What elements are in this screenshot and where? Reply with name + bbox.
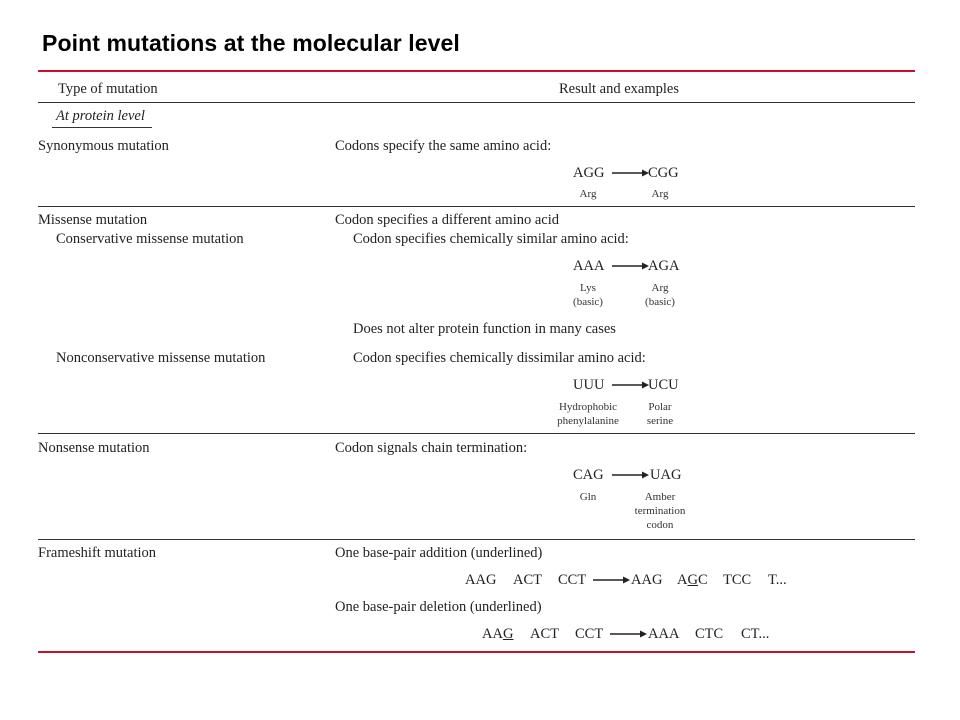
aa-from-nonconservative-line1: Hydrophobic	[558, 401, 618, 413]
row-name-missense: Missense mutation	[38, 212, 148, 228]
codon-from-nonsense: CAG	[573, 467, 604, 483]
row-desc-frameshift-deletion: One base-pair deletion (underlined)	[335, 599, 542, 615]
codon-from-nonconservative: UUU	[573, 377, 605, 393]
codon-from-synonymous: AGG	[573, 165, 605, 181]
arrow-icon	[610, 629, 648, 639]
row-divider	[38, 206, 915, 207]
addition-from-codon-3: CCT	[558, 572, 587, 588]
codon-to-nonconservative: UCU	[648, 377, 679, 393]
deletion-from-codon-3: CCT	[575, 626, 604, 642]
aa-from-nonsense: Gln	[579, 491, 597, 503]
header-divider-left	[38, 102, 335, 103]
row-desc-frameshift-addition: One base-pair addition (underlined)	[335, 545, 543, 561]
aa-to-nonconservative-line1: Polar	[648, 401, 672, 413]
inserted-base: G	[687, 572, 698, 588]
deletion-from-codon-1-bases: AA	[482, 626, 503, 642]
conservative-note: Does not alter protein function in many cases	[353, 321, 616, 337]
deletion-to-codon-2: CTC	[695, 626, 724, 642]
row-desc-missense: Codon specifies a different amino acid	[335, 212, 560, 228]
aa-from-conservative-line2: (basic)	[573, 296, 603, 308]
aa-from-conservative-line1: Lys	[580, 282, 596, 294]
row-name-nonsense: Nonsense mutation	[38, 440, 150, 456]
arrow-icon	[593, 575, 631, 585]
addition-to-codon-3: TCC	[723, 572, 752, 588]
arrow-icon	[612, 380, 650, 390]
subrow-name-nonconservative: Nonconservative missense mutation	[56, 350, 266, 366]
codon-to-conservative: AGA	[648, 258, 680, 274]
row-desc-nonsense: Codon signals chain termination:	[335, 440, 528, 456]
codon-from-conservative: AAA	[573, 258, 605, 274]
row-divider	[38, 433, 915, 434]
deletion-to-codon-1: AAA	[648, 626, 680, 642]
addition-to-codon-2-base-3: C	[697, 572, 708, 588]
table-top-rule	[38, 70, 915, 72]
codon-to-nonsense: UAG	[650, 467, 682, 483]
aa-to-nonconservative-line2: serine	[646, 415, 674, 427]
addition-to-codon-2	[677, 572, 708, 589]
addition-to-codon-1: AAG	[631, 572, 663, 588]
addition-to-codon-2-base-1: A	[677, 572, 688, 588]
aa-to-nonsense-line2: termination	[634, 505, 686, 517]
aa-to-synonymous: Arg	[651, 188, 669, 200]
arrow-icon	[612, 168, 650, 178]
slide-title: Point mutations at the molecular level	[42, 30, 460, 56]
row-divider	[38, 539, 915, 540]
addition-from-codon-1: AAG	[465, 572, 497, 588]
deletion-to-codon-3: CT...	[741, 626, 770, 642]
arrow-icon	[612, 470, 650, 480]
header-divider-right	[335, 102, 915, 103]
header-type-of-mutation: Type of mutation	[58, 81, 158, 97]
row-name-synonymous: Synonymous mutation	[38, 138, 169, 154]
aa-to-nonsense-line3: codon	[646, 519, 674, 531]
addition-to-codon-4: T...	[768, 572, 787, 588]
row-name-frameshift: Frameshift mutation	[38, 545, 156, 561]
subrow-desc-conservative: Codon specifies chemically similar amino acid:	[353, 231, 629, 247]
subrow-desc-nonconservative: Codon specifies chemically dissimilar amino acid:	[353, 350, 646, 366]
codon-to-synonymous: CGG	[648, 165, 679, 181]
row-desc-synonymous: Codons specify the same amino acid:	[335, 138, 552, 154]
header-result-and-examples: Result and examples	[559, 81, 680, 97]
aa-to-nonsense-line1: Amber	[644, 491, 676, 503]
deleted-base: G	[502, 626, 514, 642]
aa-from-synonymous: Arg	[579, 188, 597, 200]
arrow-icon	[612, 261, 650, 271]
section-label: At protein level	[56, 108, 145, 124]
aa-to-conservative-line1: Arg	[651, 282, 669, 294]
aa-to-conservative-line2: (basic)	[645, 296, 675, 308]
deletion-from-codon-1	[482, 626, 513, 643]
section-label-underline	[52, 127, 152, 128]
table-bottom-rule	[38, 651, 915, 653]
deletion-from-codon-2: ACT	[530, 626, 559, 642]
subrow-name-conservative: Conservative missense mutation	[56, 231, 244, 247]
addition-from-codon-2: ACT	[513, 572, 542, 588]
aa-from-nonconservative-line2: phenylalanine	[557, 415, 619, 427]
